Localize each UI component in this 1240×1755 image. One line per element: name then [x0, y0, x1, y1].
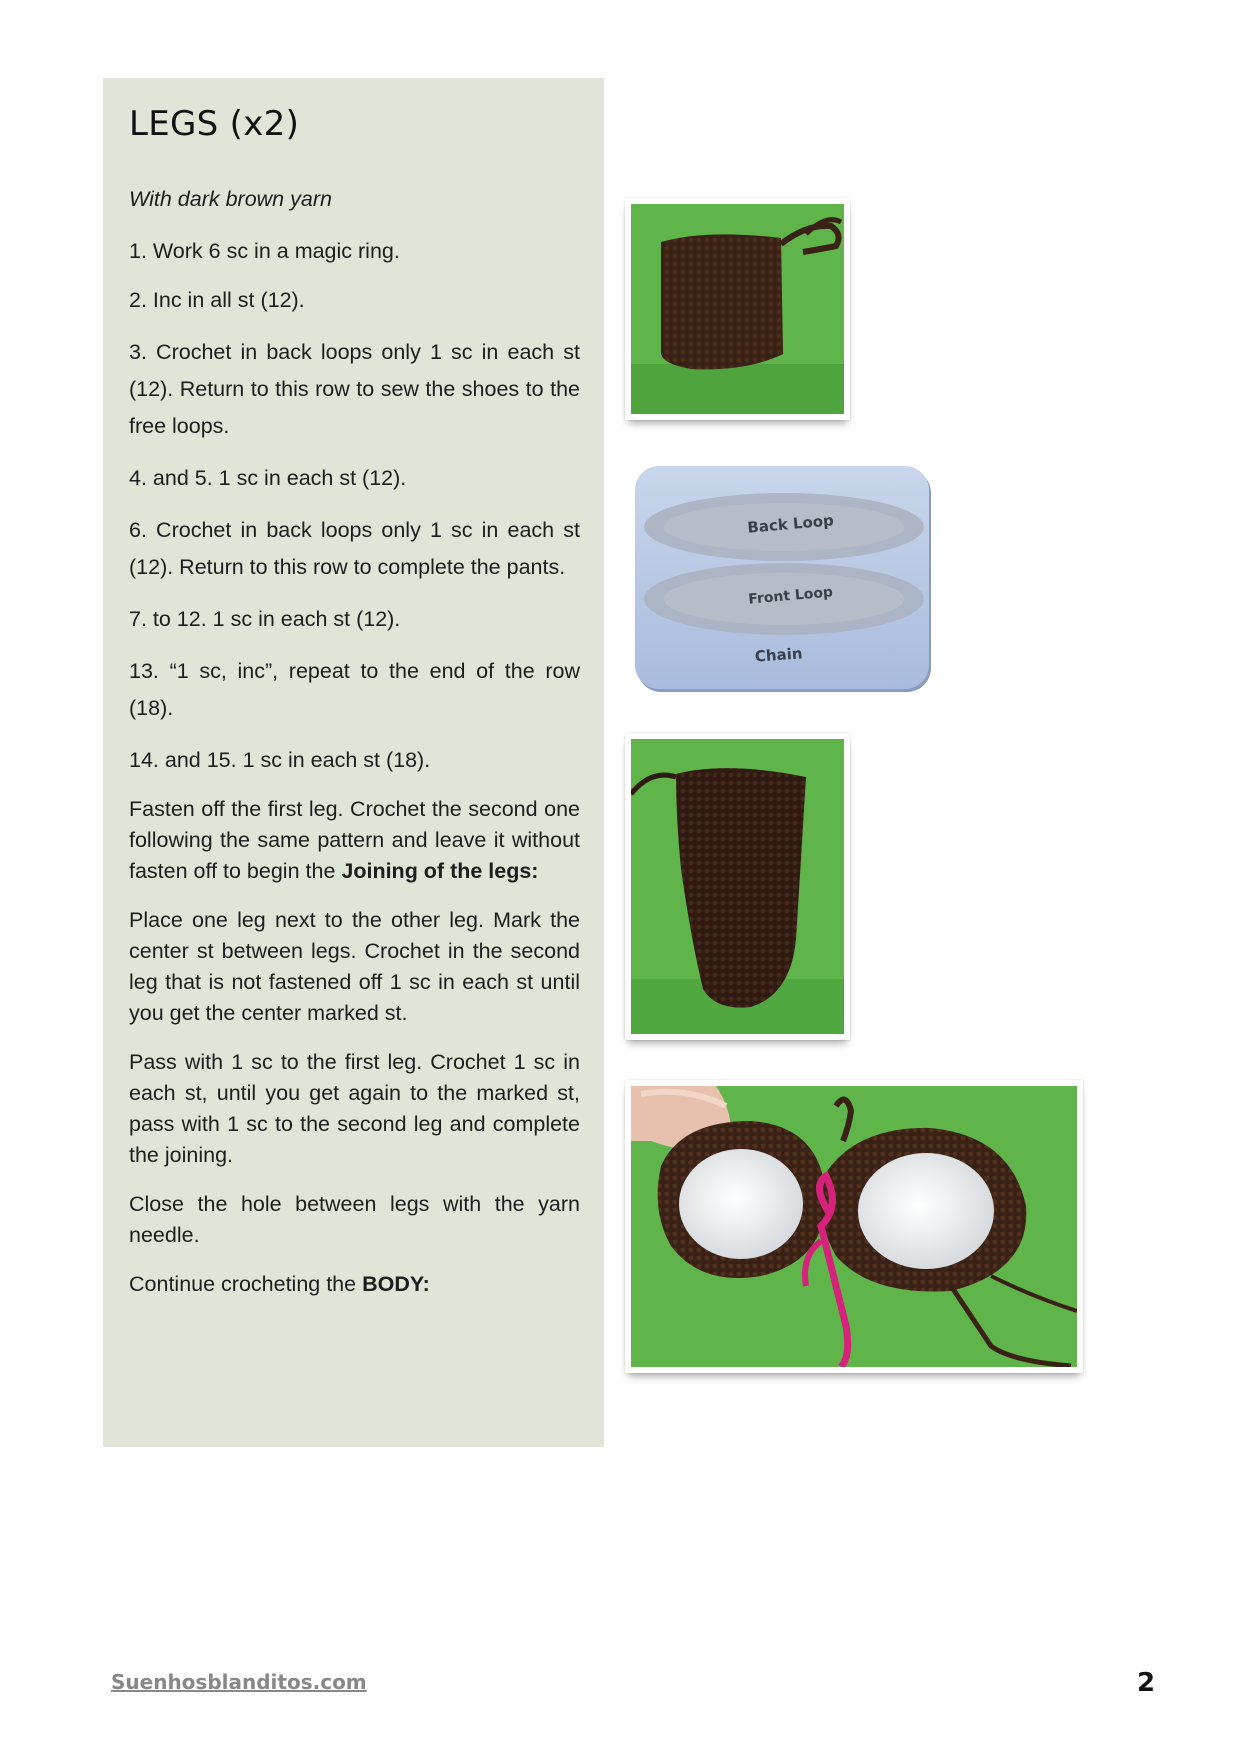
continue-text: Continue crocheting the [129, 1272, 363, 1296]
step-6: 6. Crochet in back loops only 1 sc in each st (12). Return to this row to complete the pants. [129, 518, 580, 579]
photo-leg-start [625, 198, 850, 420]
page-number: 2 [1137, 1668, 1156, 1698]
chain-label: Chain [754, 644, 804, 666]
body-link-text: BODY: [362, 1272, 430, 1296]
section-title: LEGS (x2) [129, 104, 300, 144]
instructions-text [129, 184, 580, 1318]
back-loop-label: Back Loop [746, 511, 835, 537]
step-4-5: 4. and 5. 1 sc in each st (12). [129, 466, 407, 490]
photo-leg-start-image [631, 204, 844, 414]
step-1: 1. Work 6 sc in a magic ring. [129, 239, 400, 263]
step-7-12: 7. to 12. 1 sc in each st (12). [129, 607, 401, 631]
close-paragraph: Close the hole between legs with the yarn needle. [129, 1192, 580, 1247]
joining-heading: Joining of the legs: [341, 859, 539, 883]
continue-paragraph [129, 1269, 580, 1300]
fasten-text: Fasten off the first leg. Crochet the second one following the same pattern and leave it without fasten off to begin the [129, 797, 580, 883]
photo-leg-complete [625, 733, 850, 1040]
fasten-paragraph [129, 794, 580, 887]
photo-legs-joined [625, 1080, 1083, 1373]
step-2: 2. Inc in all st (12). [129, 288, 305, 312]
pass-paragraph: Pass with 1 sc to the first leg. Crochet 1 sc in each st, until you get again to the marked st, pass with 1 sc to the second leg and complete the joining. [129, 1050, 580, 1167]
step-3: 3. Crochet in back loops only 1 sc in each st (12). Return to this row to sew the shoes to the free loops. [129, 340, 580, 438]
intro-text: With dark brown yarn [129, 187, 332, 211]
step-14-15: 14. and 15. 1 sc in each st (18). [129, 748, 431, 772]
loop-diagram-image [633, 465, 935, 696]
photo-legs-joined-image [631, 1086, 1077, 1367]
step-13: 13. “1 sc, inc”, repeat to the end of the row (18). [129, 659, 580, 720]
loop-diagram [633, 465, 935, 696]
instructions-panel [103, 78, 604, 1447]
footer-site-link[interactable]: Suenhosblanditos.com [111, 1670, 367, 1694]
photo-leg-complete-image [631, 739, 844, 1034]
place-paragraph: Place one leg next to the other leg. Mark the center st between legs. Crochet in the second leg that is not fastened off 1 sc in each st until you get the center marked st. [129, 908, 580, 1025]
front-loop-label: Front Loop [747, 584, 834, 608]
